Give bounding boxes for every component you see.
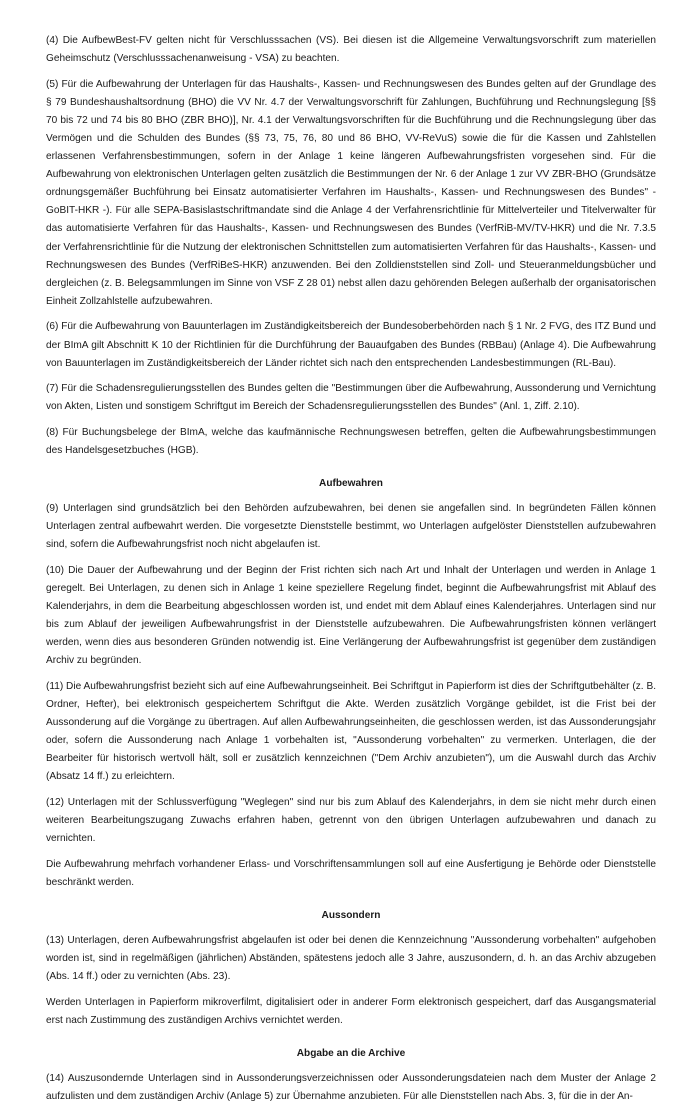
section-heading-aussondern: Aussondern [321, 910, 381, 922]
section-heading-abgabe: Abgabe an die Archive [296, 1048, 406, 1060]
paragraph-13-continued: Werden Unterlagen in Papierform mikroverfilmt, digitalisiert oder in anderer Form elektronisch gespeichert, darf das Ausgangsmaterial erst nach Zustimmung des zuständigen Archivs vernichtet werden. [46, 996, 656, 1026]
paragraph-9: (9) Unterlagen sind grundsätzlich bei den Behörden aufzubewahren, bei denen sie angefallen sind. In begründeten Fällen können Unterlagen zentral aufbewahrt werden. Die vorgesetzte Dienststelle bestimmt, wo Unterlagen aufgelöster Dienststellen aufzubewahren sind, sofern die Aufbewahrungsfrist noch nicht abgelaufen ist. [46, 503, 656, 551]
section-heading-aufbewahren: Aufbewahren [319, 478, 383, 490]
paragraph-5: (5) Für die Aufbewahrung der Unterlagen für das Haushalts-, Kassen- und Rechnungswesen des Bundes gelten auf der Grundlage des § 79 Bundeshaushaltsordnung (BHO) die VV Nr. 4.7 der Verwaltungsvorschrift für Zahlungen, Buchführung und Rechnungslegung [§§ 70 bis 72 und 74 bis 80 BHO (ZBR BHO)], Nr. 4.1 der Verwaltungsvorschriften für die Buchführung und die Rechnungslegung über das Vermögen und die Schulden des Bundes (§§ 73, 75, 76, 80 und 86 BHO, VV-ReVuS) sowie die für die Kassen und Zahlstellen erlassenen Verfahrensbestimmungen, sofern in der Anlage 1 keine längeren Aufbewahrungsfristen vorgesehen sind. Für die Aufbewahrung von elektronischen Unterlagen gelten zusätzlich die Bestimmungen der Nr. 6 der Anlage 1 zur VV ZBR-BHO (Grundsätze ordnungsgemäßer Buchführung bei Einsatz automatisierter Verfahren im Haushalts-, Kassen- und Rechnungswesen des Bundes" - GoBIT-HKR -). Für alle SEPA-Basislastschriftmandate sind die Anlage 4 der Verfahrensrichtlinie für Mittelverteiler und Titelverwalter für das automatisierte Verfahren für das Haushalts-, Kassen- und Rechnungswesen des Bundes (VerfRiB-MV/TV-HKR) und die Nr. 7.3.5 der Verfahrensrichtlinie für die Nutzung der elektronischen Schnittstellen zum automatisierten Verfahren für das Haushalts-, Kassen- und Rechnungswesen des Bundes (VerfRiBeS-HKR) anzuwenden. Bei den Zolldienststellen sind Zoll- und Steueranmeldungsbücher und dergleichen (z. B. Belegsammlungen im Sinne von VSF Z 28 01) nebst allen dazu gehörenden Belegen außerhalb der organisatorischen Einheit Zollzahlstelle aufzubewahren. [46, 78, 656, 307]
paragraph-6: (6) Für die Aufbewahrung von Bauunterlagen im Zuständigkeitsbereich der Bundesoberbehörden nach § 1 Nr. 2 FVG, des ITZ Bund und der BImA gilt Abschnitt K 10 der Richtlinien für die Durchführung der Bauaufgaben des Bundes (RBBau) (Anlage 4). Die Aufbewahrung von Bauunterlagen im Zuständigkeitsbereich der Länder richtet sich nach den entsprechenden Landesbestimmungen (RL-Bau). [46, 321, 656, 369]
paragraph-4: (4) Die AufbewBest-FV gelten nicht für Verschlusssachen (VS). Bei diesen ist die Allgemeine Verwaltungsvorschrift zum materiellen Geheimschutz (Verschlusssachenanweisung - VSA) zu beachten. [46, 35, 656, 65]
paragraph-12-continued: Die Aufbewahrung mehrfach vorhandener Erlass- und Vorschriftensammlungen soll auf eine Ausfertigung je Behörde oder Dienststelle beschränkt werden. [46, 858, 656, 888]
document-page [46, 32, 656, 1114]
paragraph-7: (7) Für die Schadensregulierungsstellen des Bundes gelten die "Bestimmungen über die Aufbewahrung, Aussonderung und Vernichtung von Akten, Listen und sonstigem Schriftgut im Bereich der Schadensregulierungsstellen des Bundes" (Anl. 1, Ziff. 2.10). [46, 383, 656, 413]
paragraph-10: (10) Die Dauer der Aufbewahrung und der Beginn der Frist richten sich nach Art und Inhalt der Unterlagen und werden in Anlage 1 geregelt. Bei Unterlagen, zu denen sich in Anlage 1 keine speziellere Regelung findet, beginnt die Aufbewahrungsfrist mit Ablauf des Kalenderjahrs, in dem die Bearbeitung abgeschlossen worden ist, und endet mit dem Ablauf eines Kalenderjahres. Unterlagen sind nur bis zum Ablauf der jeweiligen Aufbewahrungsfrist in der Dienststelle aufzubewahren. Die Aufbewahrungsfristen können verlängert werden, wenn dies aus besonderen Gründen notwendig ist. Eine Verlängerung der Aufbewahrungsfrist ist gegenüber dem zuständigen Archiv zu begründen. [46, 564, 656, 667]
paragraph-8: (8) Für Buchungsbelege der BImA, welche das kaufmännische Rechnungswesen betreffen, gelten die Aufbewahrungsbestimmungen des Handelsgesetzbuches (HGB). [46, 426, 656, 456]
paragraph-11: (11) Die Aufbewahrungsfrist bezieht sich auf eine Aufbewahrungseinheit. Bei Schriftgut in Papierform ist dies der Schriftgutbehälter (z. B. Ordner, Hefter), bei elektronisch gespeichertem Schriftgut die Akte. Werden zusätzlich Vorgänge gebildet, ist die Frist bei der Aussonderung auf die Vorgänge zu übertragen. Auf allen Aufbewahrungseinheiten, die geschlossen werden, ist das Aussonderungsjahr oder, sofern die Aussonderung nach Anlage 1 vorbehalten ist, "Aussonderung vorbehalten" zu vermerken. Unterlagen, die der Bearbeiter für historisch wertvoll hält, soll er zusätzlich kennzeichnen ("Dem Archiv anzubieten"), um die Auswahl durch das Archiv (Absatz 14 ff.) zu erleichtern. [46, 681, 656, 783]
paragraph-12: (12) Unterlagen mit der Schlussverfügung "Weglegen" sind nur bis zum Ablauf des Kalenderjahrs, in dem sie nicht mehr durch einen weiteren Bearbeitungszugang Zuwachs erfahren haben, getrennt von den übrigen Unterlagen aufzubewahren und danach zu vernichten. [46, 797, 656, 845]
paragraph-14: (14) Auszusondernde Unterlagen sind in Aussonderungsverzeichnissen oder Aussonderungsdateien nach dem Muster der Anlage 2 aufzulisten und dem zuständigen Archiv (Anlage 5) zur Übernahme anzubieten. Für alle Dienststellen nach Abs. 3, für die in der An- [46, 1073, 656, 1103]
paragraph-13: (13) Unterlagen, deren Aufbewahrungsfrist abgelaufen ist oder bei denen die Kennzeichnung "Aussonderung vorbehalten" aufgehoben worden ist, sind in regelmäßigen (jährlichen) Abständen, spätestens jedoch alle 3 Jahre, auszusondern, d. h. an das Archiv abzugeben (Abs. 14 ff.) oder zu vernichten (Abs. 23). [46, 935, 656, 983]
